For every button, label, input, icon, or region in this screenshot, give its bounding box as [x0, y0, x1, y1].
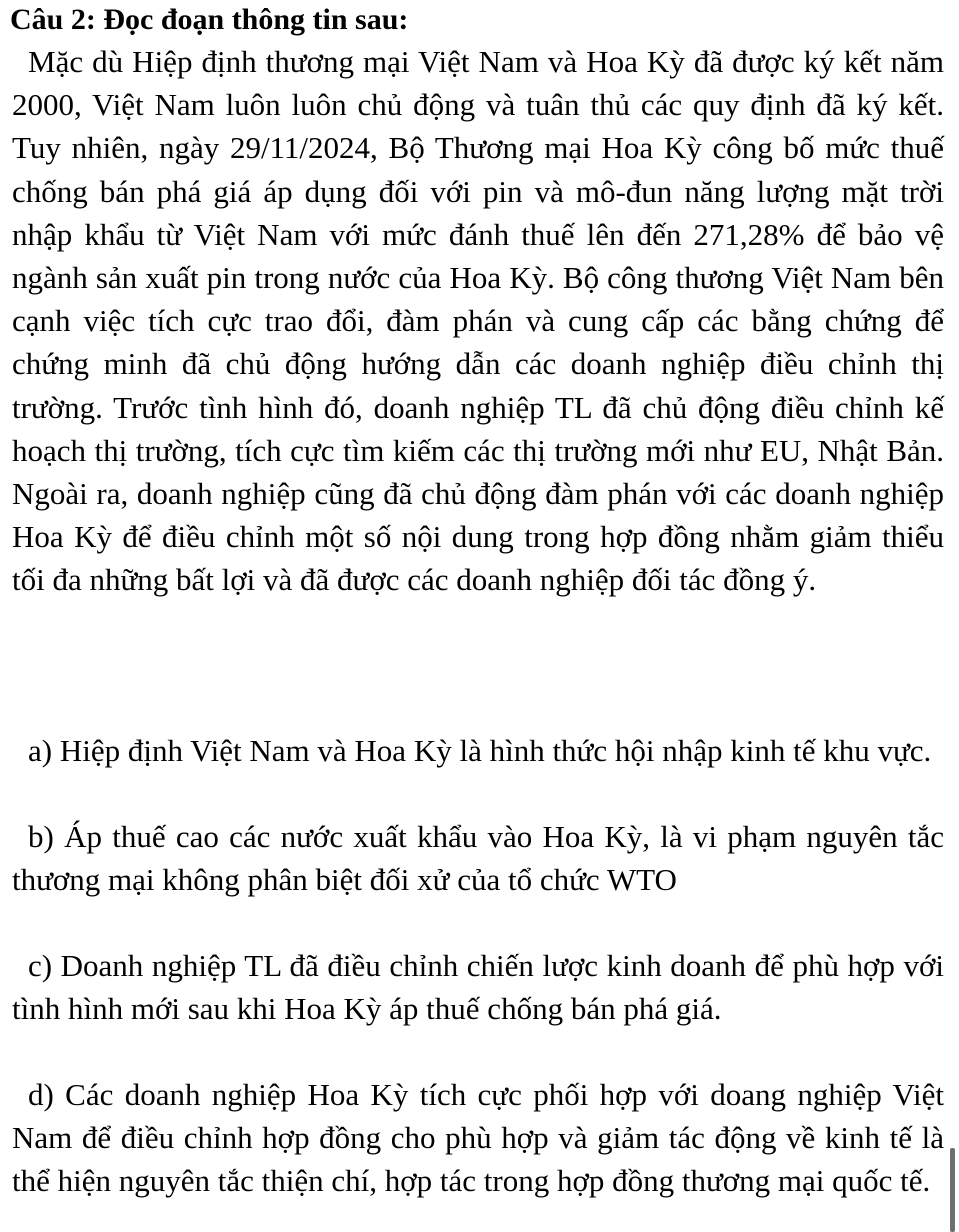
statement-b: b) Áp thuế cao các nước xuất khẩu vào Hoa Kỳ, là vi phạm nguyên tắc thương mại không phân biệt đối xử của tổ chức WTO	[12, 819, 944, 898]
scrollbar-thumb[interactable]	[950, 1148, 955, 1232]
statement-c: c) Doanh nghiệp TL đã điều chỉnh chiến lược kinh doanh để phù hợp với tình hình mới sau khi Hoa Kỳ áp thuế chống bán phá giá.	[12, 948, 944, 1027]
statement-d: d) Các doanh nghiệp Hoa Kỳ tích cực phối hợp với doang nghiệp Việt Nam để điều chỉnh hợp đồng cho phù hợp và giảm tác động về kinh tế là thể hiện nguyên tắc thiện chí, hợp tác trong hợp đồng thương mại quốc tế.	[12, 1077, 944, 1199]
statement-a: a) Hiệp định Việt Nam và Hoa Kỳ là hình thức hội nhập kinh tế khu vực.	[28, 733, 932, 768]
passage-text: Mặc dù Hiệp định thương mại Việt Nam và Hoa Kỳ đã được ký kết năm 2000, Việt Nam luôn luôn chủ động và tuân thủ các quy định đã ký kết. Tuy nhiên, ngày 29/11/2024, Bộ Thương mại Hoa Kỳ công bố mức thuế chống bán phá giá áp dụng đối với pin và mô-đun năng lượng mặt trời nhập khẩu từ Việt Nam với mức đánh thuế lên đến 271,28% để bảo vệ ngành sản xuất pin trong nước của Hoa Kỳ. Bộ công thương Việt Nam bên cạnh việc tích cực trao đổi, đàm phán và cung cấp các bằng chứng để chứng minh đã chủ động hướng dẫn các doanh nghiệp điều chỉnh thị trường. Trước tình hình đó, doanh nghiệp TL đã chủ động điều chỉnh kế hoạch thị trường, tích cực tìm kiếm các thị trường mới như EU, Nhật Bản. Ngoài ra, doanh nghiệp cũng đã chủ động đàm phán với các doanh nghiệp Hoa Kỳ để điều chỉnh một số nội dung trong hợp đồng nhằm giảm thiểu tối đa những bất lợi và đã được các doanh nghiệp đối tác đồng ý.	[12, 44, 944, 598]
question-title: Câu 2: Đọc đoạn thông tin sau:	[10, 3, 409, 36]
